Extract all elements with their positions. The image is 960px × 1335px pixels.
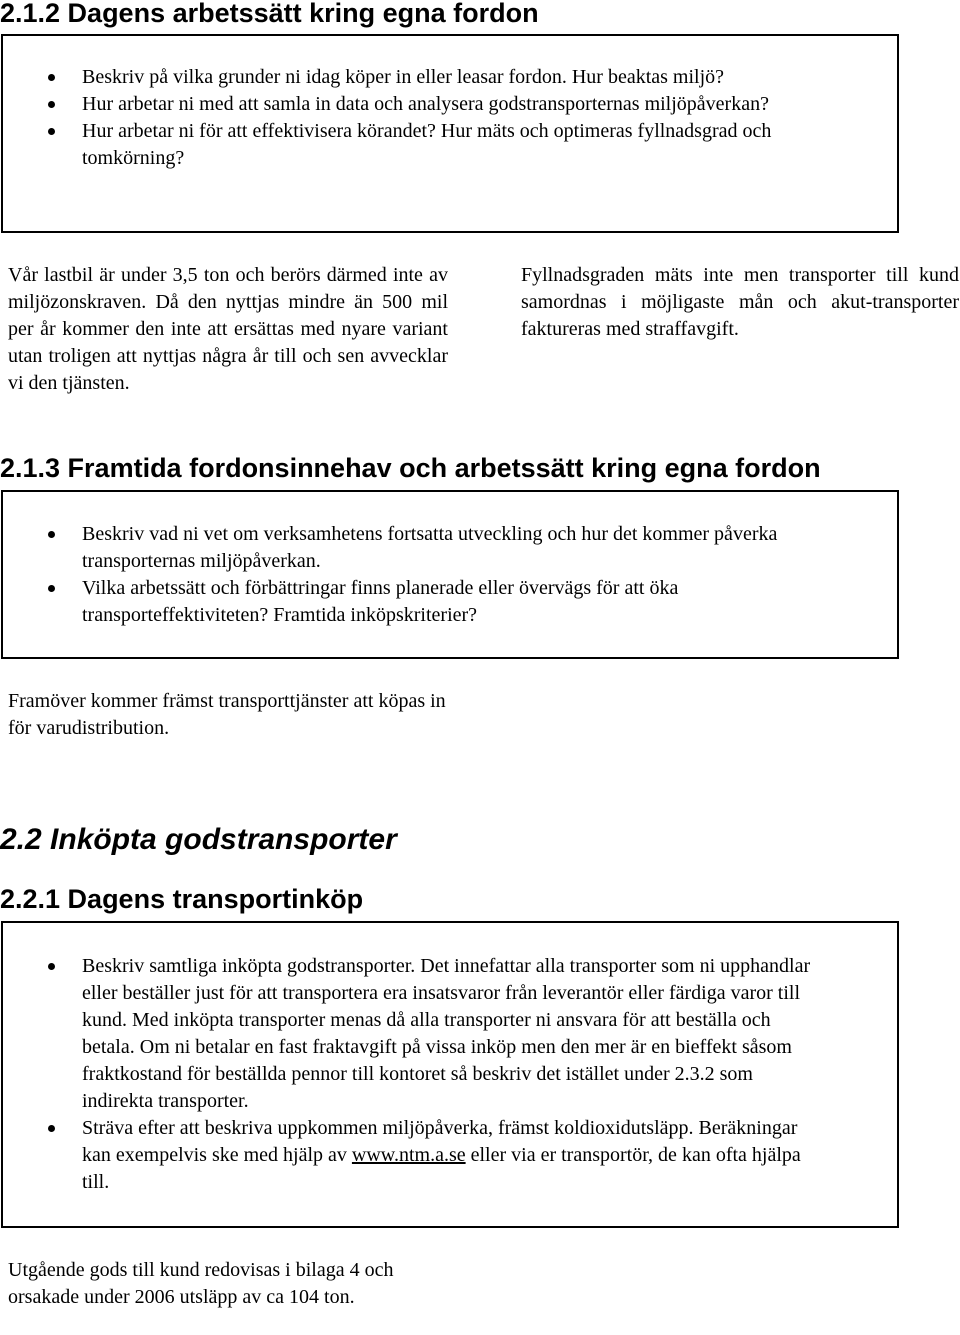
list-item <box>0 91 800 118</box>
list-item <box>0 953 822 1115</box>
question-list-2-1-2 <box>0 64 800 172</box>
bullet-icon <box>48 128 55 135</box>
list-item-text: Sträva efter att beskriva uppkommen miljöpåverka, främst koldioxidutsläpp. Beräkningar kan exempelvis ske med hjälp av <box>82 1117 798 1166</box>
bullet-icon <box>48 1125 55 1132</box>
answer-text: Utgående gods till kund redovisas i bilaga 4 och orsakade under 2006 utsläpp av ca 104 ton. <box>8 1259 394 1308</box>
list-item-text: Vilka arbetssätt och förbättringar finns planerade eller övervägs för att öka transporteffektiviteten? Framtida inköpskriterier? <box>82 577 679 626</box>
list-item <box>0 575 790 629</box>
section-heading-2-2-1: 2.2.1 Dagens transportinköp <box>0 884 364 914</box>
answer-text-right: Fyllnadsgraden mäts inte men transporter till kund samordnas i möjligaste mån och akut-transporter faktureras med straffavgift. <box>521 264 959 340</box>
list-item-text: Hur arbetar ni med att samla in data och analysera godstransporternas miljöpåverkan? <box>82 93 769 115</box>
section-heading-2-1-3: 2.1.3 Framtida fordonsinnehav och arbetssätt kring egna fordon <box>0 453 821 483</box>
bullet-icon <box>48 585 55 592</box>
list-item <box>0 64 800 91</box>
section-heading-2-1-2: 2.1.2 Dagens arbetssätt kring egna fordon <box>0 0 539 28</box>
list-item <box>0 1115 822 1196</box>
list-item-text: eller via er transportör, de kan ofta hjälpa till. <box>82 1144 801 1193</box>
question-list-2-2-1 <box>0 953 822 1196</box>
bullet-icon <box>48 531 55 538</box>
answer-text: Framöver kommer främst transporttjänster att köpas in för varudistribution. <box>8 690 446 739</box>
ntm-link[interactable]: www.ntm.a.se <box>351 1144 466 1166</box>
bullet-icon <box>48 74 55 81</box>
bullet-icon <box>48 963 55 970</box>
list-item-text: Beskriv på vilka grunder ni idag köper in eller leasar fordon. Hur beaktas miljö? <box>82 66 725 88</box>
bullet-icon <box>48 101 55 108</box>
question-list-2-1-3 <box>0 521 790 629</box>
list-item-text: Hur arbetar ni för att effektivisera körandet? Hur mäts och optimeras fyllnadsgrad och tomkörning? <box>82 120 772 169</box>
list-item-text: Beskriv vad ni vet om verksamhetens fortsatta utveckling och hur det kommer påverka transporternas miljöpåverkan. <box>82 523 778 572</box>
list-item <box>0 118 800 172</box>
list-item-text: Beskriv samtliga inköpta godstransporter. Det innefattar alla transporter som ni upphandlar eller beställer just för att transportera era insatsvaror från leverantör eller färdiga varor till kund. Med inköpta transporter menas då alla transporter ni ansvara för att beställa och betala. Om ni betalar en fast fraktavgift på vissa inköp men den mer är en bieffekt såsom fraktkostand för beställda pennor till kontoret så beskriv det istället under 2.3.2 som indirekta transporter. <box>82 955 811 1112</box>
section-heading-2-2: 2.2 Inköpta godstransporter <box>0 823 397 856</box>
answer-text-left: Vår lastbil är under 3,5 ton och berörs därmed inte av miljözonskraven. Då den nyttjas mindre än 500 mil per år kommer den inte att ersättas med nyare variant utan troligen att nyttjas några år till och sen avvecklar vi den tjänsten. <box>8 264 448 394</box>
list-item <box>0 521 790 575</box>
